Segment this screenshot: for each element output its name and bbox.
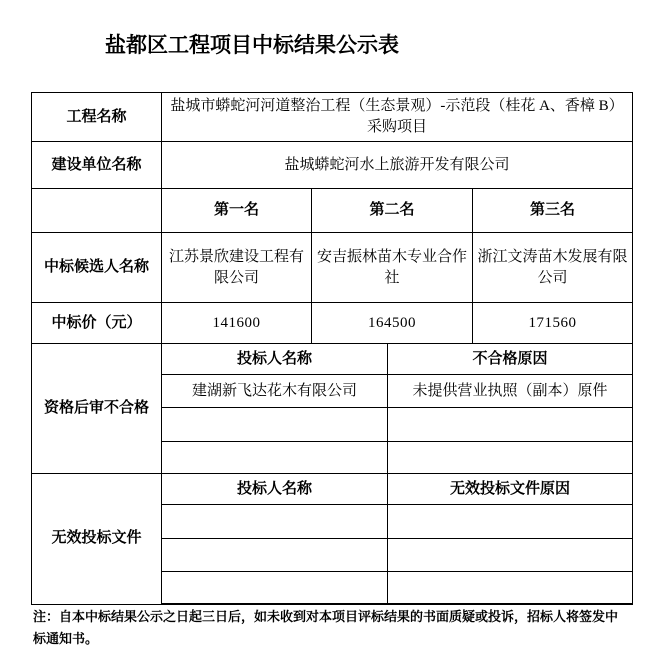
invalid-reason-cell [388,539,633,572]
invalid-bidder-cell [162,572,388,605]
qualification-bidder-cell [162,408,388,442]
qualification-bidder-cell: 建湖新飞达花木有限公司 [162,375,388,408]
candidate-second: 安吉振林苗木专业合作社 [312,233,473,303]
candidates-label: 中标候选人名称 [32,233,162,303]
qualification-reason-cell: 未提供营业执照（副本）原件 [388,375,633,408]
candidate-third: 浙江文涛苗木发展有限公司 [473,233,633,303]
qualification-bidder-cell [162,442,388,474]
owner-name-value: 盐城蟒蛇河水上旅游开发有限公司 [162,142,633,189]
price-third: 171560 [473,303,633,344]
invalid-reason-cell [388,572,633,605]
price-second: 164500 [312,303,473,344]
invalid-reason-cell [388,505,633,539]
invalid-section-label: 无效投标文件 [32,474,162,605]
invalid-bidder-cell [162,539,388,572]
qualification-reason-cell [388,442,633,474]
rank-header-first: 第一名 [162,189,312,233]
rank-header-third: 第三名 [473,189,633,233]
note-text: 注：自本中标结果公示之日起三日后，如未收到对本项目评标结果的书面质疑或投诉，招标人将签发中标通知书。 [33,609,619,646]
owner-name-label: 建设单位名称 [32,142,162,189]
qualification-reason-cell [388,408,633,442]
invalid-header-row [32,474,633,505]
price-label: 中标价（元） [32,303,162,344]
owner-name-row [32,142,633,189]
price-first: 141600 [162,303,312,344]
qualification-reason-header: 不合格原因 [388,344,633,375]
invalid-bidder-header: 投标人名称 [162,474,388,505]
project-name-row [32,93,633,142]
project-name-value: 盐城市蟒蛇河河道整治工程（生态景观）-示范段（桂花 A、香樟 B）采购项目 [162,93,633,142]
page-title: 盐都区工程项目中标结果公示表 [105,33,399,57]
price-row [32,303,633,344]
invalid-bidder-cell [162,505,388,539]
invalid-reason-header: 无效投标文件原因 [388,474,633,505]
qualification-bidder-header: 投标人名称 [162,344,388,375]
candidates-row [32,233,633,303]
candidate-first: 江苏景欣建设工程有限公司 [162,233,312,303]
bid-results-table [31,92,633,605]
rank-header-second: 第二名 [312,189,473,233]
rank-header-empty-cell [32,189,162,233]
rank-header-row [32,189,633,233]
project-name-label: 工程名称 [32,93,162,142]
qualification-section-label: 资格后审不合格 [32,344,162,474]
qualification-header-row [32,344,633,375]
